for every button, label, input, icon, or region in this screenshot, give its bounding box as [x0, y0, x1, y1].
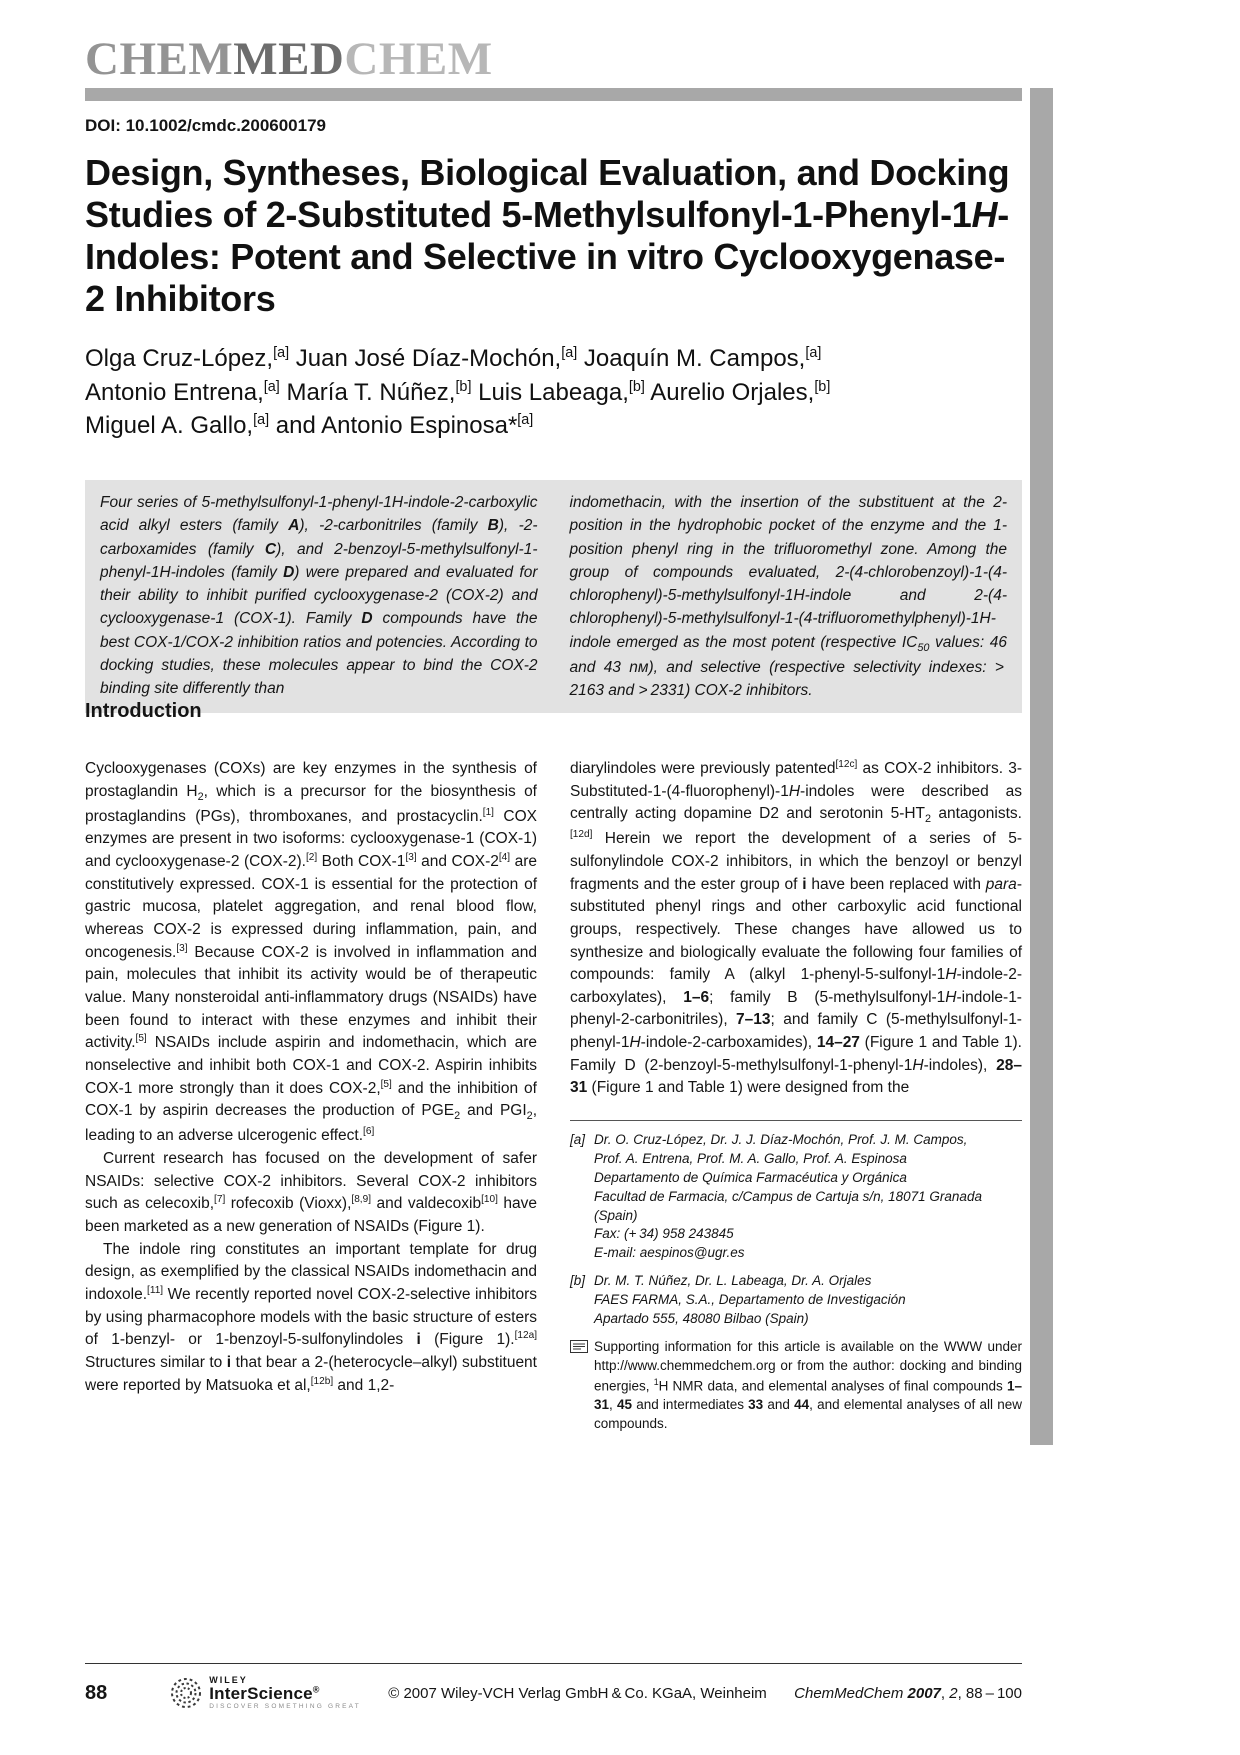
page-footer — [85, 1676, 1022, 1711]
copyright-line: © 2007 Wiley-VCH Verlag GmbH & Co. KGaA, Weinheim — [388, 1684, 767, 1702]
journal-logo — [85, 33, 493, 85]
article-title: Design, Syntheses, Biological Evaluation, and Docking Studies of 2-Substituted 5-Methylsulfonyl-1-Phenyl-1H-Indoles: Potent and Selective in vitro Cyclooxygenase-2 Inhibitors — [85, 152, 1010, 320]
logo-segment-chem2: CHEM — [344, 33, 493, 85]
abstract-right-column: indomethacin, with the insertion of the substituent at the 2-position in the hydrophobic pocket of the enzyme and the 1-position phenyl ring in the trifluoromethyl zone. Among the group of compounds evaluated, 2-(4-chlorobenzoyl)-1-(4-chlorophenyl)-5-methylsulfonyl-1H-indole and 2-(4-chlorophenyl)-5-methylsulfonyl-1-(4-trifluoromethylphenyl)-1H-indole emerged as the most potent (respective $IC_{50}$ values: 46 and 43 nᴍ), and selective (respective selectivity indexes: > 2163 and > 2331) COX-2 inhibitors. — [569, 494, 1008, 700]
body-text-columns — [85, 758, 1022, 1434]
intro-paragraph-3: The indole ring constitutes an important template for drug design, as exemplified by the classical NSAIDs indomethacin and indoxole.[11] We recently reported novel COX-2-selective inhibitors by using pharmacophore models with the basic structure of esters of 1-benzyl- or 1-benzoyl-5-sulfonylindoles i (Figure 1).[12a] Structures similar to i that bear a 2-(heterocycle–alkyl) substituent were reported by Matsuoka et al,[12b] and 1,2- — [85, 1240, 537, 1395]
wiley-tagline: DISCOVER SOMETHING GREAT — [209, 1703, 361, 1710]
abstract-left-column: Four series of 5-methylsulfonyl-1-phenyl-1H-indole-2-carboxylic acid alkyl esters (family A), -2-carbonitriles (family B), -2-carboxamides (family C), and 2-benzoyl-5-methylsulfonyl-1-phenyl-1H-indoles (family D) were prepared and evaluated for their ability to inhibit purified cyclooxygenase-2 (COX-2) and cyclooxygenase-1 (COX-1). Family D compounds have the best COX-1/COX-2 inhibition ratios and potencies. According to docking studies, these molecules appear to bind the COX-2 binding site differently than — [100, 494, 538, 697]
footnote-b-marker: [b] — [570, 1273, 586, 1289]
wiley-logo-text — [209, 1676, 361, 1711]
registered-mark: ® — [312, 1684, 320, 1695]
footer-rule — [85, 1663, 1022, 1664]
intro-paragraph-1: Cyclooxygenases (COXs) are key enzymes in the synthesis of prostaglandin $H_2$, which is a precursor for the biosynthesis of prostaglandins (PGs), thromboxanes, and prostacyclin.[1] COX enzymes are present in two isoforms: cyclooxygenase-1 (COX-1) and cyclooxygenase-2 (COX-2).[2] Both COX-1[3] and COX-2[4] are constitutively expressed. COX-1 is essential for the protection of gastric mucosa, platelet aggregation, and renal blood flow, whereas COX-2 is expressed during inflammation, pain, and oncogenesis.[3] Because COX-2 is involved in inflammation and pain, molecules that inhibit its activity would be of therapeutic value. Many nonsteroidal anti-inflammatory drugs (NSAIDs) have been found to interact with these enzymes and inhibit their activity.[5] NSAIDs include aspirin and indomethacin, which are nonselective and inhibit both COX-1 and COX-2. Aspirin inhibits COX-1 more strongly than it does COX-2,[5] and the inhibition of COX-1 by aspirin decreases the production of $PGE_2$ and $PGI_2$, leading to an adverse ulcerogenic effect.[6] — [85, 760, 538, 1145]
interscience-wordmark — [209, 1685, 361, 1702]
footnote-b — [570, 1272, 1022, 1329]
footnotes-block — [570, 1120, 1022, 1434]
supporting-info-icon — [570, 1338, 594, 1434]
footnote-a-text: Dr. O. Cruz-López, Dr. J. J. Díaz-Mochón, Prof. J. M. Campos, Prof. A. Entrena, Prof. M. A. Gallo, Prof. A. Espinosa Departamento de Química Farmacéutica y Orgánica Facultad de Farmacia, c/Campus de Cartuja s/n, 18071 Granada (Spain) Fax: (+ 34) 958 243845 E-mail: aespinos@ugr.es — [594, 1131, 982, 1261]
footnote-rule — [570, 1120, 1022, 1121]
journal-citation: ChemMedChem 2007, 2, 88 – 100 — [794, 1684, 1022, 1702]
interscience-name: InterScience — [209, 1684, 313, 1703]
section-heading-introduction: Introduction — [85, 700, 202, 722]
footnote-a-marker: [a] — [570, 1131, 586, 1147]
footnote-a — [570, 1131, 1022, 1263]
page-number: 88 — [85, 1681, 108, 1704]
logo-segment-med: MED — [233, 33, 345, 85]
supporting-info-text: Supporting information for this article is available on the WWW under http://www.chemmedchem.org or from the author: docking and binding energies, $^1$H NMR data, and elemental analyses of final compounds 1–31, 45 and intermediates 33 and 44, and elemental analyses of all new compounds. — [594, 1338, 1023, 1431]
wiley-brand: WILEY — [209, 1675, 248, 1685]
doi-line: DOI: 10.1002/cmdc.200600179 — [85, 116, 327, 135]
intro-paragraph-2: Current research has focused on the development of safer NSAIDs: selective COX-2 inhibitors. Several COX-2 inhibitors such as celecoxib,[7] rofecoxib (Vioxx),[8,9] and valdecoxib[10] have been marketed as a new generation of NSAIDs (Figure 1). — [85, 1150, 538, 1236]
page-edge-gray-bar — [1030, 88, 1053, 1445]
abstract-block — [85, 480, 1022, 713]
intro-paragraph-4: diarylindoles were previously patented[12c] as COX-2 inhibitors. 3-Substituted-1-(4-fluorophenyl)-1H-indoles were described as centrally acting dopamine D2 and serotonin $5-HT_2$ antagonists.[12d] Herein we report the development of a series of 5-sulfonylindole COX-2 inhibitors, in which the benzoyl or benzyl fragments and the ester group of i have been replaced with para-substituted phenyl rings and other carboxylic acid functional groups, respectively. These changes have allowed us to synthesize and biologically evaluate the following four families of compounds: family A (alkyl 1-phenyl-5-sulfonyl-1H-indole-2-carboxylates), 1–6; family B (5-methylsulfonyl-1H-indole-1-phenyl-2-carbonitriles), 7–13; and family C (5-methylsulfonyl-1-phenyl-1H-indole-2-carboxamides), 14–27 (Figure 1 and Table 1). Family D (2-benzoyl-5-methylsulfonyl-1-phenyl-1H-indoles), 28–31 (Figure 1 and Table 1) were designed from the — [570, 759, 1022, 1097]
author-list: Olga Cruz-López,[a] Juan José Díaz-Mochón,[a] Joaquín M. Campos,[a] Antonio Entrena,[a] María T. Núñez,[b] Luis Labeaga,[b] Aurelio Orjales,[b] Miguel A. Gallo,[a] and Antonio Espinosa*[a] — [85, 345, 831, 440]
interscience-spiral-icon — [169, 1676, 203, 1710]
header-gray-bar — [85, 88, 1022, 101]
body-right-column — [570, 758, 1022, 1434]
body-left-column — [85, 758, 537, 1434]
logo-segment-chem1: CHEM — [85, 33, 234, 85]
supporting-info-note — [570, 1338, 1022, 1434]
footnote-b-text: Dr. M. T. Núñez, Dr. L. Labeaga, Dr. A. Orjales FAES FARMA, S.A., Departamento de Investigación Apartado 555, 48080 Bilbao (Spain) — [594, 1273, 906, 1326]
wiley-interscience-logo — [169, 1676, 361, 1711]
